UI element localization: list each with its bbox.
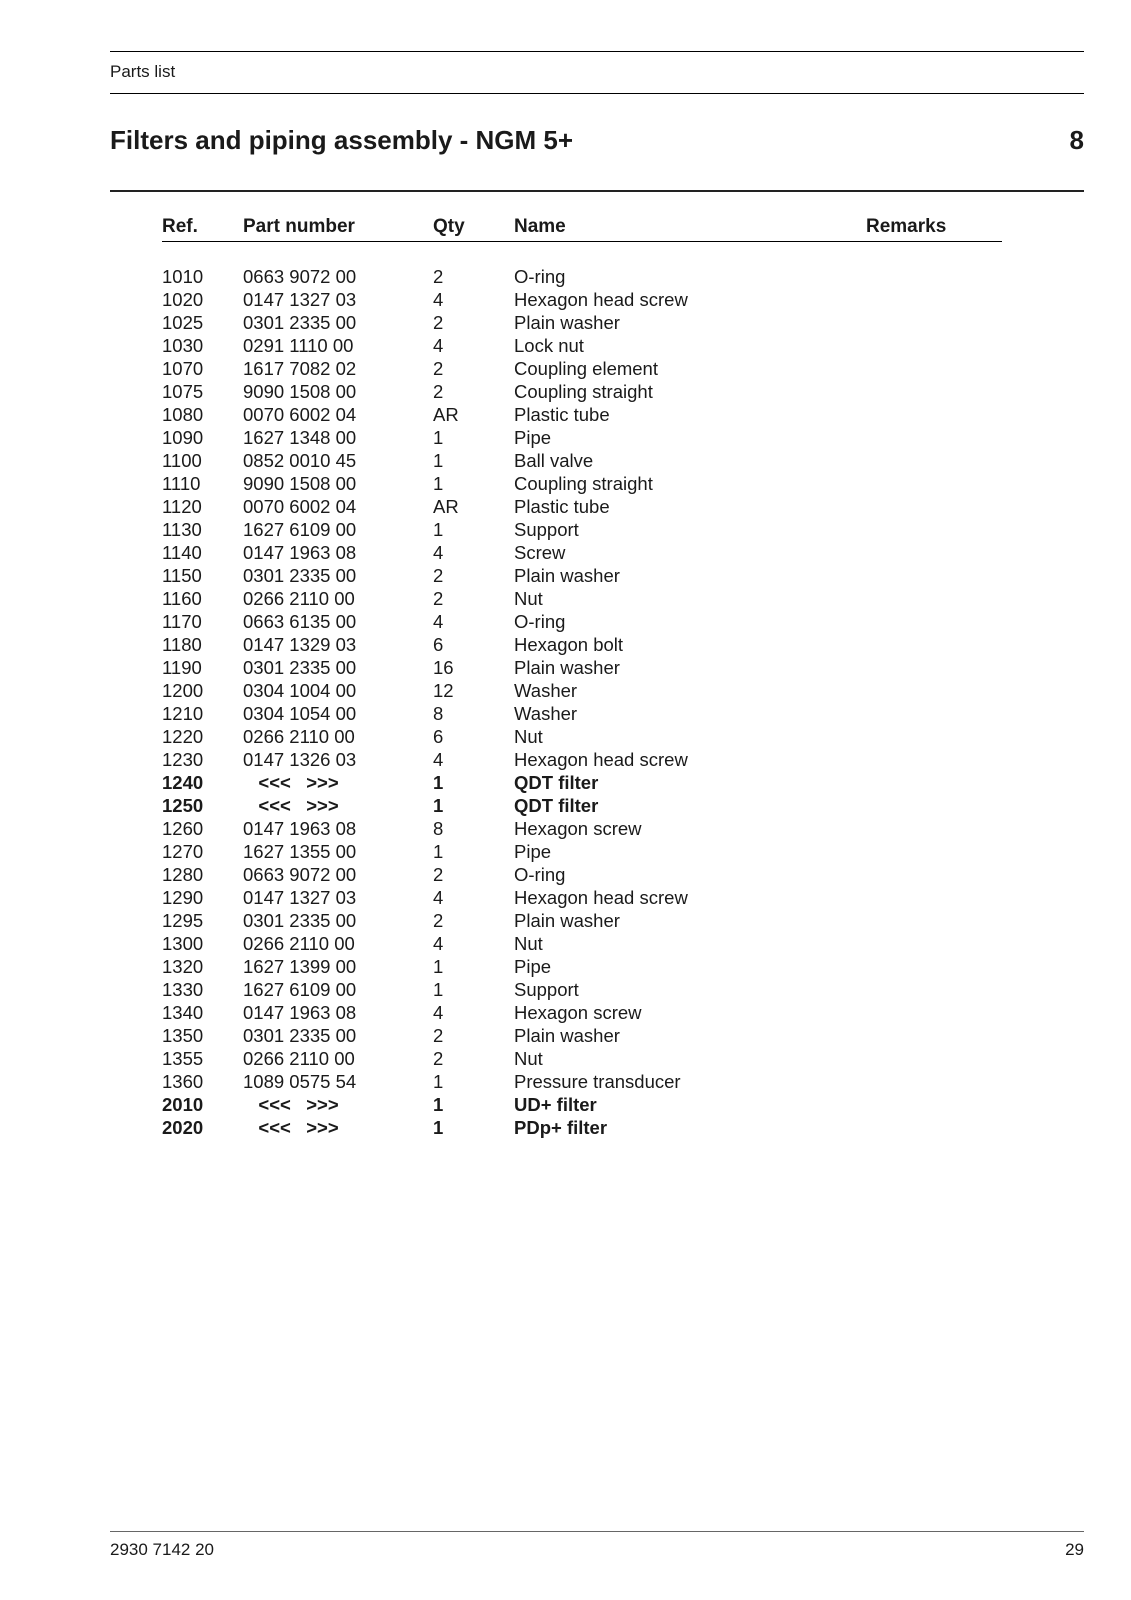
- cell-qty: 4: [433, 749, 444, 770]
- cell-name: Lock nut: [514, 335, 584, 356]
- section-label: Parts list: [110, 62, 176, 81]
- cell-part-number: 0291 1110 00: [243, 335, 354, 356]
- table-row: [0, 932, 1131, 955]
- cell-qty: 1: [433, 979, 444, 1000]
- cell-part-number: 0147 1963 08: [243, 542, 357, 563]
- cell-qty: 2: [433, 1025, 444, 1046]
- table-row: [0, 1024, 1131, 1047]
- table-row: [0, 1001, 1131, 1024]
- cell-qty: 6: [433, 634, 444, 655]
- table-row: [0, 633, 1131, 656]
- cell-name: Plastic tube: [514, 404, 610, 425]
- cell-name: O-ring: [514, 266, 566, 287]
- table-row: [0, 840, 1131, 863]
- cell-name: Plain washer: [514, 657, 620, 678]
- cell-part-number: 1617 7082 02: [243, 358, 357, 379]
- cell-qty: 2: [433, 588, 444, 609]
- cell-ref: 1350: [162, 1025, 204, 1046]
- cell-qty: 1: [433, 841, 444, 862]
- cell-name: QDT filter: [514, 795, 599, 816]
- table-row: [0, 1116, 1131, 1139]
- cell-qty: 2: [433, 565, 444, 586]
- cell-part-number: 0147 1326 03: [243, 749, 357, 770]
- cell-part-number: 0304 1054 00: [243, 703, 357, 724]
- table-row: [0, 771, 1131, 794]
- cell-name: Plain washer: [514, 312, 620, 333]
- cell-name: Hexagon head screw: [514, 289, 688, 310]
- cell-part-number: 1627 6109 00: [243, 519, 357, 540]
- cell-name: O-ring: [514, 864, 566, 885]
- table-header-rule: [162, 241, 1002, 242]
- cell-part-number: 0266 2110 00: [243, 588, 355, 609]
- cell-ref: 1020: [162, 289, 204, 310]
- cell-part-number: 1627 6109 00: [243, 979, 357, 1000]
- table-row: [0, 1070, 1131, 1093]
- cell-name: Hexagon head screw: [514, 887, 688, 908]
- cell-name: Screw: [514, 542, 566, 563]
- parts-table: [0, 265, 1131, 1139]
- cell-ref: 1140: [162, 542, 202, 563]
- cell-qty: AR: [433, 496, 459, 517]
- cell-part-number: 0070 6002 04: [243, 404, 357, 425]
- cell-ref: 1340: [162, 1002, 204, 1023]
- cell-part-number: 9090 1508 00: [243, 473, 357, 494]
- cell-part-number: 0301 2335 00: [243, 312, 357, 333]
- cell-qty: 1: [433, 956, 444, 977]
- cell-part-number: 0852 0010 45: [243, 450, 357, 471]
- cell-part-number: <<< >>>: [243, 795, 339, 816]
- cell-name: O-ring: [514, 611, 566, 632]
- table-row: [0, 1093, 1131, 1116]
- cell-qty: 1: [433, 473, 444, 494]
- cell-name: Hexagon bolt: [514, 634, 624, 655]
- cell-ref: 1240: [162, 772, 204, 793]
- cell-name: Support: [514, 519, 579, 540]
- header-top-rule: [110, 51, 1084, 52]
- column-header-part-number: Part number: [243, 216, 355, 237]
- cell-qty: 4: [433, 887, 444, 908]
- cell-ref: 1360: [162, 1071, 204, 1092]
- cell-qty: 1: [433, 772, 444, 793]
- cell-ref: 1120: [162, 496, 202, 517]
- table-header: [0, 216, 1131, 242]
- cell-ref: 1130: [162, 519, 202, 540]
- page-title: Filters and piping assembly - NGM 5+: [110, 125, 574, 155]
- cell-part-number: 0266 2110 00: [243, 933, 355, 954]
- table-row: [0, 679, 1131, 702]
- cell-part-number: 1089 0575 54: [243, 1071, 357, 1092]
- table-row: [0, 886, 1131, 909]
- cell-name: UD+ filter: [514, 1094, 597, 1115]
- table-row: [0, 288, 1131, 311]
- cell-ref: 1270: [162, 841, 204, 862]
- column-header-remarks: Remarks: [866, 216, 947, 237]
- table-row: [0, 334, 1131, 357]
- cell-qty: 4: [433, 335, 444, 356]
- cell-part-number: 0663 6135 00: [243, 611, 357, 632]
- cell-part-number: 0070 6002 04: [243, 496, 357, 517]
- cell-part-number: 0147 1963 08: [243, 818, 357, 839]
- table-row: [0, 955, 1131, 978]
- cell-name: Plain washer: [514, 565, 620, 586]
- cell-qty: 4: [433, 611, 444, 632]
- cell-ref: 1295: [162, 910, 204, 931]
- table-row: [0, 587, 1131, 610]
- table-row: [0, 265, 1131, 288]
- cell-ref: 1355: [162, 1048, 204, 1069]
- cell-ref: 1160: [162, 588, 202, 609]
- cell-ref: 1220: [162, 726, 204, 747]
- cell-part-number: 1627 1399 00: [243, 956, 357, 977]
- cell-name: Ball valve: [514, 450, 594, 471]
- table-row: [0, 978, 1131, 1001]
- cell-qty: 2: [433, 910, 444, 931]
- cell-part-number: <<< >>>: [243, 1117, 339, 1138]
- footer-rule: [110, 1531, 1084, 1532]
- cell-ref: 1300: [162, 933, 204, 954]
- cell-name: Coupling straight: [514, 473, 653, 494]
- cell-ref: 1330: [162, 979, 204, 1000]
- cell-ref: 1250: [162, 795, 204, 816]
- cell-qty: AR: [433, 404, 459, 425]
- cell-name: Hexagon head screw: [514, 749, 688, 770]
- cell-qty: 2: [433, 864, 444, 885]
- cell-name: Coupling straight: [514, 381, 653, 402]
- cell-part-number: 0147 1327 03: [243, 289, 357, 310]
- cell-name: Pipe: [514, 427, 552, 448]
- cell-name: Hexagon screw: [514, 1002, 642, 1023]
- cell-part-number: 0301 2335 00: [243, 657, 357, 678]
- column-header-qty: Qty: [433, 216, 465, 237]
- header-bottom-rule: [110, 93, 1084, 94]
- cell-name: Nut: [514, 1048, 543, 1069]
- cell-ref: 1290: [162, 887, 204, 908]
- cell-part-number: 9090 1508 00: [243, 381, 357, 402]
- cell-qty: 1: [433, 427, 444, 448]
- cell-qty: 8: [433, 818, 444, 839]
- cell-qty: 1: [433, 450, 444, 471]
- cell-ref: 1010: [162, 266, 204, 287]
- cell-ref: 1280: [162, 864, 204, 885]
- cell-ref: 1075: [162, 381, 204, 402]
- table-row: [0, 909, 1131, 932]
- table-row: [0, 311, 1131, 334]
- cell-ref: 2010: [162, 1094, 204, 1115]
- table-row: [0, 495, 1131, 518]
- table-row: [0, 656, 1131, 679]
- cell-ref: 1030: [162, 335, 204, 356]
- title-divider: [110, 190, 1084, 192]
- table-row: [0, 518, 1131, 541]
- cell-part-number: 0266 2110 00: [243, 726, 355, 747]
- cell-qty: 12: [433, 680, 454, 701]
- cell-part-number: 0147 1327 03: [243, 887, 357, 908]
- cell-part-number: 0304 1004 00: [243, 680, 357, 701]
- table-row: [0, 1047, 1131, 1070]
- cell-part-number: 0147 1329 03: [243, 634, 357, 655]
- cell-name: Support: [514, 979, 579, 1000]
- cell-qty: 16: [433, 657, 454, 678]
- cell-name: Plain washer: [514, 910, 620, 931]
- cell-qty: 1: [433, 795, 444, 816]
- cell-ref: 1200: [162, 680, 204, 701]
- cell-qty: 2: [433, 358, 444, 379]
- cell-part-number: 0301 2335 00: [243, 565, 357, 586]
- cell-name: Washer: [514, 680, 578, 701]
- table-row: [0, 380, 1131, 403]
- cell-ref: 1080: [162, 404, 204, 425]
- cell-ref: 1170: [162, 611, 202, 632]
- cell-part-number: 0301 2335 00: [243, 910, 357, 931]
- cell-name: Washer: [514, 703, 578, 724]
- cell-qty: 2: [433, 1048, 444, 1069]
- cell-name: Pipe: [514, 841, 552, 862]
- cell-ref: 1180: [162, 634, 202, 655]
- table-row: [0, 564, 1131, 587]
- cell-name: QDT filter: [514, 772, 599, 793]
- table-row: [0, 725, 1131, 748]
- cell-part-number: 0663 9072 00: [243, 266, 357, 287]
- cell-part-number: <<< >>>: [243, 1094, 339, 1115]
- cell-qty: 6: [433, 726, 444, 747]
- cell-name: Plastic tube: [514, 496, 610, 517]
- table-row: [0, 472, 1131, 495]
- table-row: [0, 817, 1131, 840]
- cell-part-number: 0301 2335 00: [243, 1025, 357, 1046]
- cell-name: Hexagon screw: [514, 818, 642, 839]
- cell-qty: 2: [433, 266, 444, 287]
- cell-name: Nut: [514, 726, 543, 747]
- cell-ref: 1210: [162, 703, 204, 724]
- cell-qty: 1: [433, 1071, 444, 1092]
- cell-qty: 4: [433, 1002, 444, 1023]
- cell-name: Plain washer: [514, 1025, 620, 1046]
- cell-name: Pressure transducer: [514, 1071, 681, 1092]
- table-row: [0, 357, 1131, 380]
- table-row: [0, 748, 1131, 771]
- table-row: [0, 794, 1131, 817]
- cell-ref: 1100: [162, 450, 202, 471]
- cell-qty: 2: [433, 381, 444, 402]
- page-number: 29: [1065, 1540, 1084, 1559]
- table-row: [0, 403, 1131, 426]
- cell-part-number: 1627 1348 00: [243, 427, 357, 448]
- table-row: [0, 863, 1131, 886]
- cell-qty: 4: [433, 289, 444, 310]
- cell-qty: 1: [433, 1094, 444, 1115]
- cell-ref: 1320: [162, 956, 204, 977]
- cell-qty: 4: [433, 933, 444, 954]
- table-row: [0, 426, 1131, 449]
- table-row: [0, 702, 1131, 725]
- cell-name: Nut: [514, 933, 543, 954]
- cell-part-number: 0663 9072 00: [243, 864, 357, 885]
- cell-ref: 1150: [162, 565, 202, 586]
- table-row: [0, 541, 1131, 564]
- cell-qty: 2: [433, 312, 444, 333]
- cell-qty: 8: [433, 703, 444, 724]
- cell-qty: 4: [433, 542, 444, 563]
- table-row: [0, 449, 1131, 472]
- cell-part-number: <<< >>>: [243, 772, 339, 793]
- cell-ref: 2020: [162, 1117, 204, 1138]
- cell-name: PDp+ filter: [514, 1117, 608, 1138]
- column-header-ref: Ref.: [162, 216, 198, 237]
- cell-qty: 1: [433, 519, 444, 540]
- cell-name: Nut: [514, 588, 543, 609]
- cell-part-number: 0266 2110 00: [243, 1048, 355, 1069]
- cell-qty: 1: [433, 1117, 444, 1138]
- cell-ref: 1070: [162, 358, 204, 379]
- cell-ref: 1260: [162, 818, 204, 839]
- cell-part-number: 1627 1355 00: [243, 841, 357, 862]
- cell-ref: 1190: [162, 657, 202, 678]
- cell-part-number: 0147 1963 08: [243, 1002, 357, 1023]
- table-row: [0, 610, 1131, 633]
- chapter-number: 8: [1069, 125, 1084, 155]
- cell-ref: 1090: [162, 427, 204, 448]
- cell-ref: 1025: [162, 312, 204, 333]
- cell-name: Pipe: [514, 956, 552, 977]
- document-number: 2930 7142 20: [110, 1540, 214, 1559]
- column-header-name: Name: [514, 216, 566, 237]
- cell-ref: 1110: [162, 473, 201, 494]
- cell-name: Coupling element: [514, 358, 658, 379]
- cell-ref: 1230: [162, 749, 204, 770]
